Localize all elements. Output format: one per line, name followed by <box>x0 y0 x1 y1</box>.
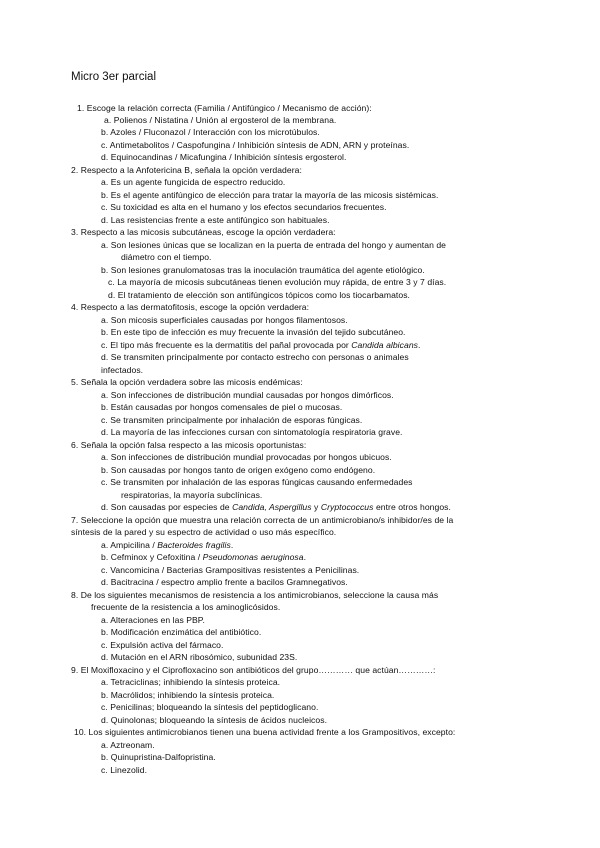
line-text: d. Mutación en el ARN ribosómico, subunidad 23S. <box>101 652 298 662</box>
text-line <box>108 290 410 301</box>
text-line <box>101 265 425 276</box>
italic-text: Candida albicans <box>351 339 418 350</box>
text-line <box>101 452 392 463</box>
italic-text: Bacteroides fragilis <box>157 539 231 550</box>
line-text: c. La mayoría de micosis subcutáneas tienen evolución muy rápida, de entre 3 y 7 días. <box>108 277 447 287</box>
text-line <box>101 352 409 363</box>
line-text: b. Azoles / Fluconazol / Interacción con los microtúbulos. <box>101 127 320 137</box>
line-text: c. El tipo más frecuente es la dermatitis del pañal provocada por <box>101 339 352 350</box>
line-text: 8. De los siguientes mecanismos de resistencia a los antimicrobianos, seleccione la causa más <box>71 589 439 600</box>
text-line <box>101 552 306 563</box>
line-text: d. La mayoría de las infecciones cursan con sintomatología respiratoria grave. <box>101 427 403 437</box>
text-line <box>77 103 372 114</box>
text-line <box>101 152 346 163</box>
line-text: frecuente de la resistencia a los aminoglicósidos. <box>91 602 281 612</box>
text-line <box>101 202 387 213</box>
italic-text: Cryptococcus <box>320 502 374 512</box>
line-text: b. Son causadas por hongos tanto de origen exógeno como endógeno. <box>101 464 376 475</box>
line-text: d. Se transmiten principalmente por contacto estrecho con personas o animales <box>101 352 409 362</box>
text-line <box>101 240 446 251</box>
text-line <box>101 177 285 188</box>
line-text: d. Las resistencias frente a este antifúngico son habituales. <box>101 214 330 225</box>
text-line <box>101 702 318 713</box>
text-line <box>101 315 348 326</box>
line-text: 2. Respecto a la Anfotericina B, señala la opción verdadera: <box>71 164 302 175</box>
line-text: síntesis de la pared y su espectro de actividad o uso más específico. <box>71 527 337 537</box>
text-line <box>101 677 280 688</box>
text-line <box>71 165 302 176</box>
line-text: entre otros hongos. <box>373 502 451 512</box>
line-text: a. Son micosis superficiales causadas por hongos filamentosos. <box>101 314 348 325</box>
text-line <box>101 652 297 663</box>
text-line <box>71 227 336 238</box>
line-text: c. Vancomicina / Bacterias Grampositivas resistentes a Penicilinas. <box>101 564 360 575</box>
line-text: 7. Seleccione la opción que muestra una relación correcta de un antimicrobiano/s inhibidor/es de la <box>71 514 454 525</box>
line-text: b. Están causadas por hongos comensales de piel o mucosas. <box>101 402 343 412</box>
text-line <box>101 477 413 488</box>
text-line <box>101 390 394 401</box>
line-text: 4. Respecto a las dermatofitosis, escoge la opción verdadera: <box>71 302 310 312</box>
line-text: b. Modificación enzimática del antibiótico. <box>101 627 262 637</box>
line-text: b. Quinupristina-Dalfopristina. <box>101 752 216 762</box>
line-text: infectados. <box>101 364 144 375</box>
text-line <box>101 215 330 226</box>
text-line <box>101 715 327 726</box>
line-text: a. Son lesiones únicas que se localizan en la puerta de entrada del hongo y aumentan de <box>101 239 446 250</box>
line-text: b. Cefminox y Cefoxitina / <box>101 552 203 562</box>
line-text: d. Bacitracina / espectro amplio frente a bacilos Gramnegativos. <box>101 577 348 587</box>
text-line <box>101 465 375 476</box>
text-line <box>108 277 446 288</box>
line-text: diámetro con el tiempo. <box>121 252 212 262</box>
text-line <box>121 490 262 501</box>
line-text: d. Son causadas por especies de <box>101 502 233 512</box>
line-text: respiratorias, la mayoría subclínicas. <box>121 489 263 500</box>
line-text: c. Penicilinas; bloqueando la síntesis del peptidoglicano. <box>101 702 319 712</box>
line-text: 9. El Moxifloxacino y el Ciprofloxacino son antibióticos del grupo………… que actúan…………: <box>71 664 436 675</box>
line-text: d. El tratamiento de elección son antifúngicos tópicos como los tiocarbamatos. <box>108 289 410 300</box>
text-line <box>101 127 320 138</box>
text-line <box>101 577 348 588</box>
line-text: a. Es un agente fungicida de espectro reducido. <box>101 177 286 187</box>
text-line <box>101 365 143 376</box>
line-text: a. Ampicilina / <box>101 539 158 550</box>
line-text: c. Antimetabolitos / Caspofungina / Inhibición síntesis de ADN, ARN y proteínas. <box>101 139 410 150</box>
line-text: a. Aztreonam. <box>101 739 155 750</box>
line-text: a. Alteraciones en las PBP. <box>101 614 205 625</box>
text-line <box>101 765 147 776</box>
text-line <box>101 415 362 426</box>
line-text: . <box>303 552 307 562</box>
line-text: a. Polienos / Nistatina / Unión al ergosterol de la membrana. <box>104 114 337 125</box>
text-line <box>101 615 205 626</box>
line-text: b. En este tipo de infección es muy frecuente la invasión del tejido subcutáneo. <box>101 327 406 337</box>
line-text: y <box>311 502 321 512</box>
text-line <box>104 115 336 126</box>
text-line <box>71 377 303 388</box>
line-text: 10. Los siguientes antimicrobianos tienen una buena actividad frente a los Grampositivos, excepto: <box>74 727 456 737</box>
line-text: b. Es el agente antifúngico de elección para tratar la mayoría de las micosis sistémicas. <box>101 189 439 200</box>
text-line <box>71 665 435 676</box>
text-line <box>101 140 409 151</box>
line-text: b. Macrólidos; inhibiendo la síntesis proteica. <box>101 689 275 700</box>
text-line <box>71 302 309 313</box>
page-title: Micro 3er parcial <box>71 71 156 83</box>
text-line <box>101 690 274 701</box>
line-text: 6. Señala la opción falsa respecto a las micosis oportunistas: <box>71 439 307 450</box>
text-line <box>74 727 455 738</box>
text-line <box>101 540 233 551</box>
italic-text: Pseudomonas aeruginosa <box>202 552 304 562</box>
line-text: 3. Respecto a las micosis subcutáneas, escoge la opción verdadera: <box>71 227 336 237</box>
line-text: 1. Escoge la relación correcta (Familia / Antifúngico / Mecanismo de acción): <box>77 103 372 113</box>
text-line <box>101 740 155 751</box>
line-text: b. Son lesiones granulomatosas tras la inoculación traumática del agente etiológico. <box>101 264 425 275</box>
line-text: c. Se transmiten por inhalación de las esporas fúngicas causando enfermedades <box>101 477 413 487</box>
text-line <box>101 190 438 201</box>
text-line <box>101 340 420 351</box>
text-line <box>101 502 451 513</box>
text-line <box>101 427 403 438</box>
text-line <box>71 515 453 526</box>
text-line <box>101 640 223 651</box>
italic-text: Candida, Aspergillus <box>232 502 312 512</box>
text-line <box>71 590 438 601</box>
line-text: a. Son infecciones de distribución mundial provocadas por hongos ubicuos. <box>101 452 392 462</box>
text-line <box>71 527 336 538</box>
text-line <box>121 252 211 263</box>
line-text: . <box>230 539 234 550</box>
text-line <box>101 327 406 338</box>
text-line <box>101 402 342 413</box>
line-text: c. Expulsión activa del fármaco. <box>101 639 224 650</box>
text-line <box>101 565 359 576</box>
line-text: c. Su toxicidad es alta en el humano y los efectos secundarios frecuentes. <box>101 202 387 212</box>
line-text: d. Equinocandinas / Micafungina / Inhibición síntesis ergosterol. <box>101 152 347 162</box>
line-text: a. Son infecciones de distribución mundial causadas por hongos dimórficos. <box>101 389 394 400</box>
text-line <box>101 627 261 638</box>
line-text: c. Se transmiten principalmente por inhalación de esporas fúngicas. <box>101 414 363 425</box>
line-text: c. Linezolid. <box>101 764 148 775</box>
line-text: . <box>418 339 421 350</box>
line-text: 5. Señala la opción verdadera sobre las micosis endémicas: <box>71 377 303 387</box>
text-line <box>101 752 216 763</box>
text-line <box>71 440 306 451</box>
text-line <box>91 602 280 613</box>
line-text: a. Tetraciclinas; inhibiendo la síntesis proteica. <box>101 677 281 687</box>
line-text: d. Quinolonas; bloqueando la síntesis de ácidos nucleicos. <box>101 714 328 725</box>
